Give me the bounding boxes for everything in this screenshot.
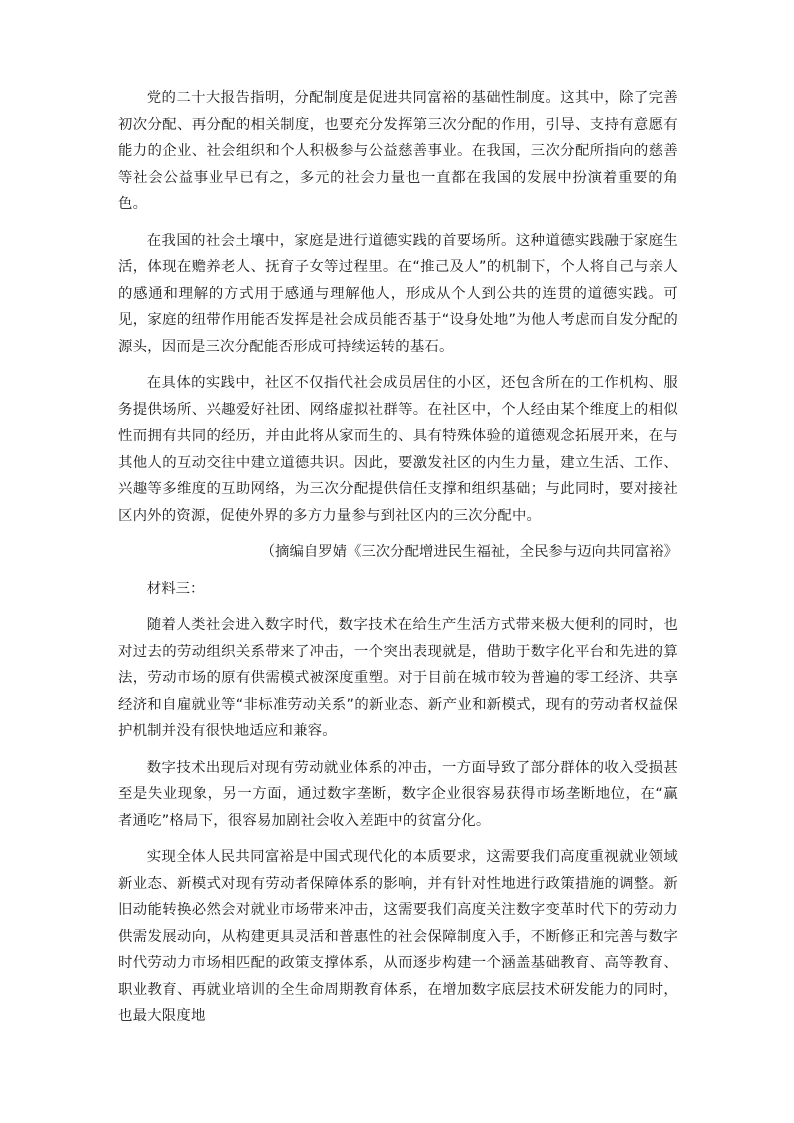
source-citation: （摘编自罗婧《三次分配增进民生福祉，全民参与迈向共同富裕》 <box>260 544 678 560</box>
paragraph-4: 随着人类社会进入数字时代，数字技术在给生产生活方式带来极大便利的同时，也对过去的劳动组织关系带来了冲击，一个突出表现就是，借助于数字化平台和先进的算法，劳动市场的原有供需模式被深度重塑。对于目前在城市较为普遍的零工经济、共享经济和自雇就业等“非标准劳动关系”的新业态、新产业和新模式，现有的劳动者权益保护机制并没有很快地适应和兼容。 <box>118 617 678 739</box>
material-heading: 材料三： <box>146 580 205 597</box>
paragraph-2: 在我国的社会土壤中，家庭是进行道德实践的首要场所。这种道德实践融于家庭生活，体现在赡养老人、抚育子女等过程里。在“推己及人”的机制下，个人将自己与亲人的感通和理解的方式用于感通与理解他人，形成从个人到公共的连贯的道德实践。可见，家庭的纽带作用能否发挥是社会成员能否基于“设身处地”为他人考虑而自发分配的源头，因而是三次分配能否形成可持续运转的基石。 <box>118 232 678 355</box>
document-page <box>118 85 678 1040</box>
paragraph-6: 实现全体人民共同富裕是中国式现代化的本质要求，这需要我们高度重视就业领域新业态、新模式对现有劳动者保障体系的影响，并有针对性地进行政策措施的调整。新旧动能转换必然会对就业市场带来冲击，这需要我们高度关注数字变革时代下的劳动力供需发展动向，从构建更具灵活和普惠性的社会保障制度入手，不断修正和完善与数字时代劳动力市场相匹配的政策支撑体系，从而逐步构建一个涵盖基础教育、高等教育、职业教育、再就业培训的全生命周期教育体系，在增加数字底层技术研发能力的同时，也最大限度地 <box>118 849 678 1024</box>
paragraph-1: 党的二十大报告指明，分配制度是促进共同富裕的基础性制度。这其中，除了完善初次分配、再分配的相关制度，也要充分发挥第三次分配的作用，引导、支持有意愿有能力的企业、社会组织和个人积极参与公益慈善事业。在我国，三次分配所指向的慈善等社会公益事业早已有之，多元的社会力量也一直都在我国的发展中扮演着重要的角色。 <box>118 90 678 212</box>
paragraph-3: 在具体的实践中，社区不仅指代社会成员居住的小区，还包含所在的工作机构、服务提供场所、兴趣爱好社团、网络虚拟社群等。在社区中，个人经由某个维度上的相似性而拥有共同的经历，并由此将从家而生的、具有特殊体验的道德观念拓展开来，在与其他人的互动交往中建立道德共识。因此，要激发社区的内生力量，建立生活、工作、兴趣等多维度的互助网络，为三次分配提供信任支撑和组织基础；与此同时，要对接社区内外的资源，促使外界的多方力量参与到社区内的三次分配中。 <box>118 375 678 524</box>
paragraph-5: 数字技术出现后对现有劳动就业体系的冲击，一方面导致了部分群体的收入受损甚至是失业现象，另一方面，通过数字垄断，数字企业很容易获得市场垄断地位，在“赢者通吃”格局下，很容易加剧社会收入差距中的贫富分化。 <box>118 759 678 829</box>
